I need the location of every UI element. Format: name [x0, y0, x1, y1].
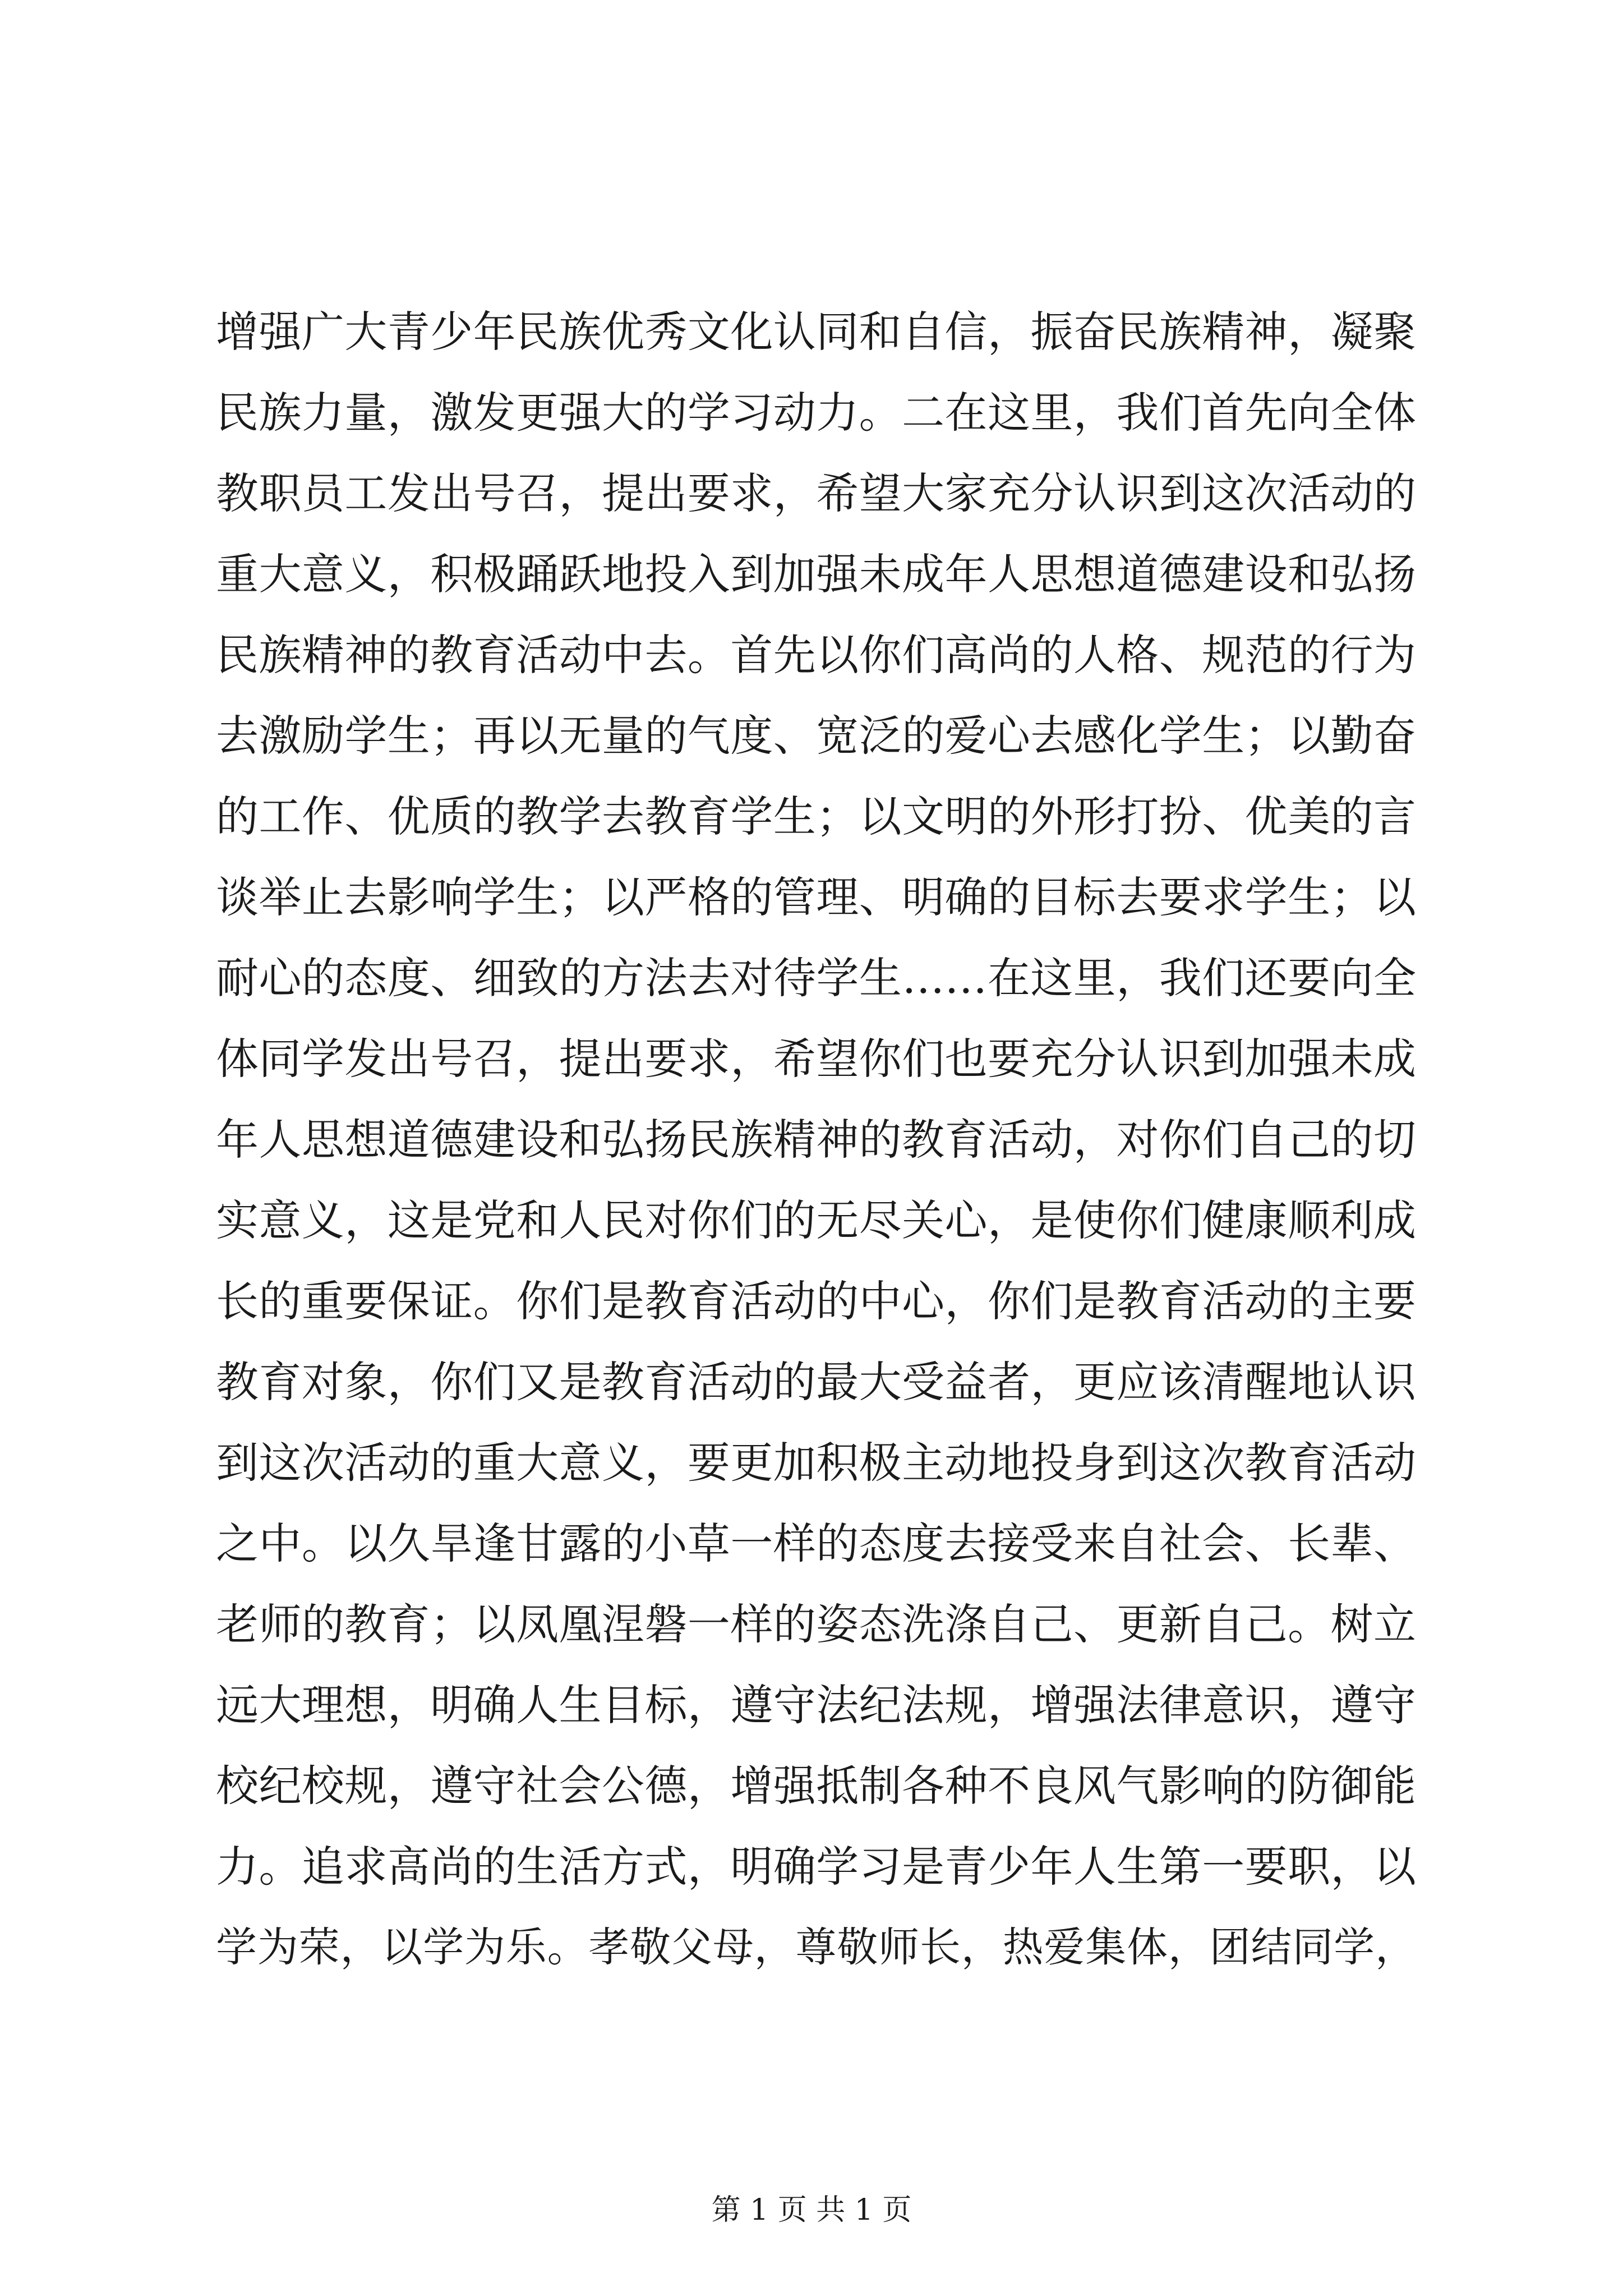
text-line: 体同学发出号召，提出要求，希望你们也要充分认识到加强未成	[216, 1034, 1416, 1084]
text-line: 长的重要保证。你们是教育活动的中心，你们是教育活动的主要	[216, 1276, 1416, 1326]
page-number-label: 第 1 页 共 1 页	[711, 2193, 912, 2227]
text-line: 年人思想道德建设和弘扬民族精神的教育活动，对你们自己的切	[216, 1115, 1416, 1165]
text-line: 到这次活动的重大意义，要更加积极主动地投身到这次教育活动	[216, 1438, 1416, 1488]
text-line: 力。追求高尚的生活方式，明确学习是青少年人生第一要职，以	[216, 1842, 1416, 1892]
text-line: 增强广大青少年民族优秀文化认同和自信，振奋民族精神，凝聚	[216, 307, 1416, 357]
text-line: 民族精神的教育活动中去。首先以你们高尚的人格、规范的行为	[216, 630, 1416, 680]
text-line: 老师的教育；以凤凰涅磐一样的姿态洗涤自己、更新自己。树立	[216, 1599, 1416, 1649]
text-line: 学为荣，以学为乐。孝敬父母，尊敬师长，热爱集体，团结同学，	[216, 1924, 1416, 1971]
text-line: 的工作、优质的教学去教育学生；以文明的外形打扮、优美的言	[216, 792, 1416, 841]
text-line: 去激励学生；再以无量的气度、宽泛的爱心去感化学生；以勤奋	[216, 711, 1416, 761]
text-line: 重大意义，积极踊跃地投入到加强未成年人思想道德建设和弘扬	[216, 549, 1416, 599]
text-line: 校纪校规，遵守社会公德，增强抵制各种不良风气影响的防御能	[216, 1761, 1416, 1811]
text-line: 实意义，这是党和人民对你们的无尽关心，是使你们健康顺利成	[216, 1195, 1416, 1245]
text-line: 之中。以久旱逢甘露的小草一样的态度去接受来自社会、长辈、	[216, 1519, 1416, 1568]
text-line: 耐心的态度、细致的方法去对待学生……在这里，我们还要向全	[216, 953, 1416, 1003]
text-line: 教职员工发出号召，提出要求，希望大家充分认识到这次活动的	[216, 468, 1416, 518]
text-line: 民族力量，激发更强大的学习动力。二在这里，我们首先向全体	[216, 388, 1416, 438]
page-footer	[0, 2191, 1623, 2230]
text-line: 远大理想，明确人生目标，遵守法纪法规，增强法律意识，遵守	[216, 1680, 1416, 1730]
text-line: 教育对象，你们又是教育活动的最大受益者，更应该清醒地认识	[216, 1357, 1416, 1407]
text-line: 谈举止去影响学生；以严格的管理、明确的目标去要求学生；以	[216, 872, 1416, 922]
document-body	[216, 292, 1416, 1988]
